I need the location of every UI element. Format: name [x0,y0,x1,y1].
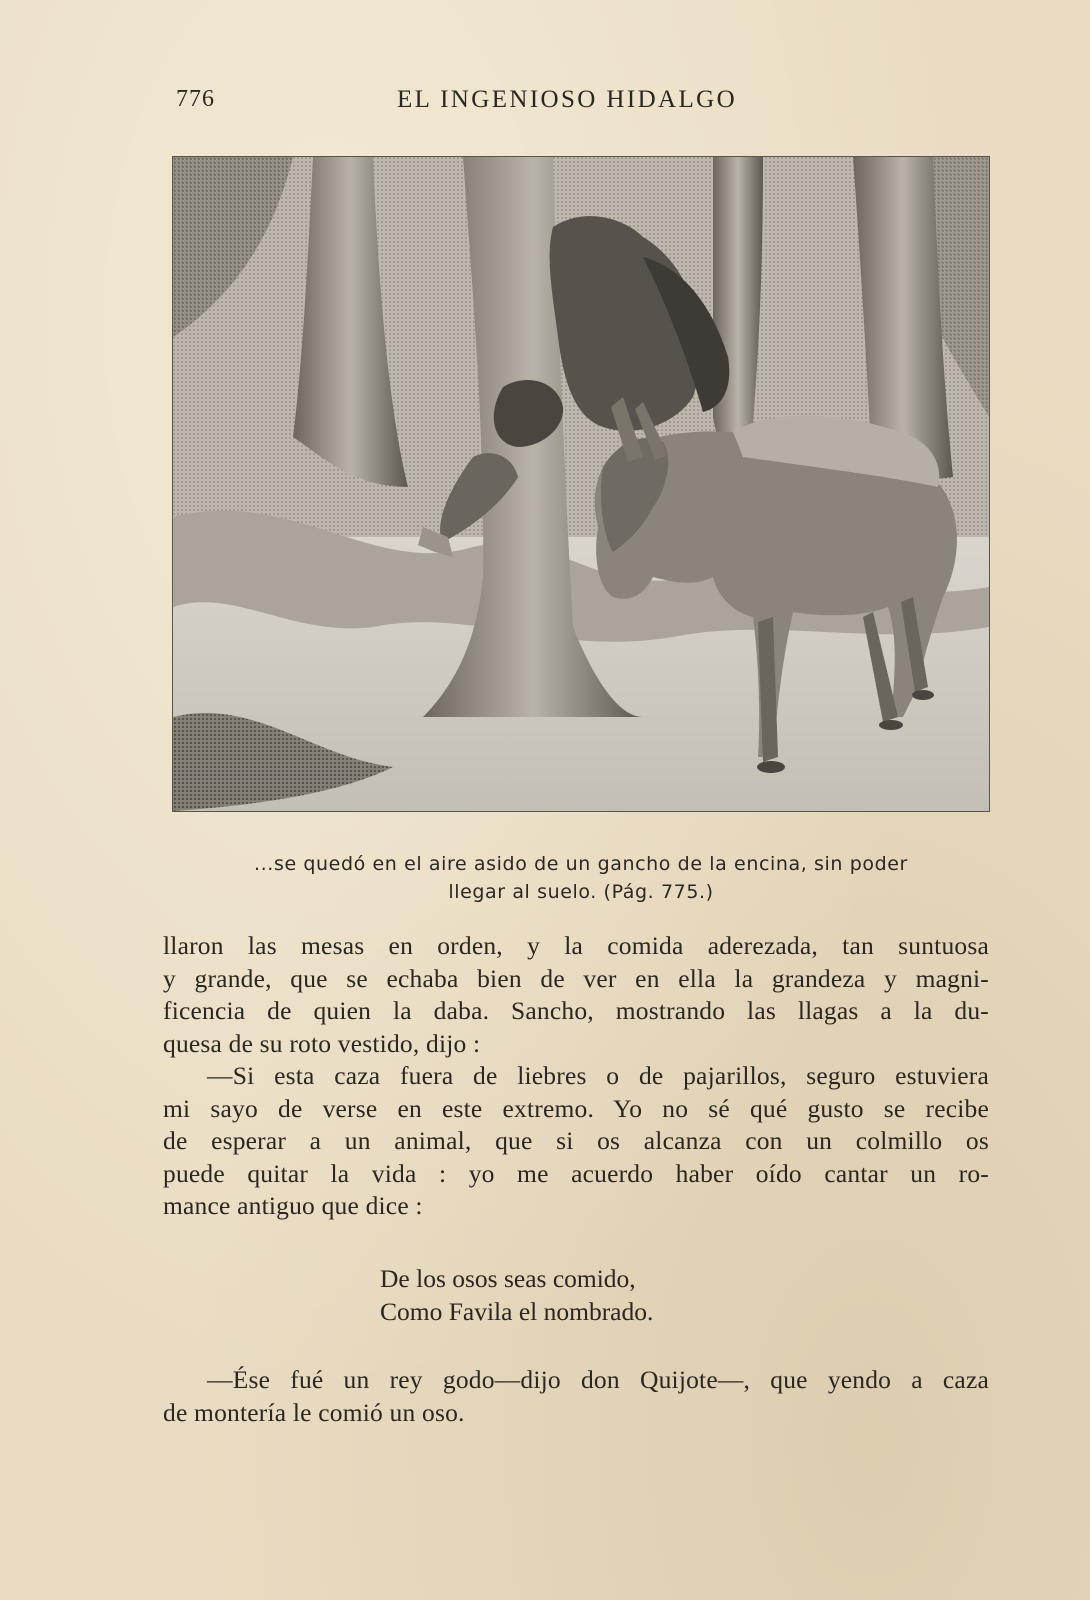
text-line: ficencia de quien la daba. Sancho, mostrando las llagas a la du- [163,996,989,1025]
text-line: —Si esta caza fuera de liebres o de pajarillos, seguro estuviera [207,1061,989,1090]
page-number: 776 [176,86,215,112]
running-title: EL INGENIOSO HIDALGO [397,86,738,113]
text-line: mance antiguo que dice : [163,1191,423,1220]
text-line: puede quitar la vida : yo me acuerdo haber oído cantar un ro- [163,1158,989,1188]
illustration-plate [172,156,990,812]
illustration-caption [172,850,990,906]
text-line: —Ése fué un rey godo—dijo don Quijote—, que yendo a caza [207,1365,989,1394]
body-text-continued [163,1364,989,1429]
running-head [172,86,772,126]
caption-line: ...se quedó en el aire asido de un gancho de la encina, sin poder [254,853,908,875]
engraving-image [173,157,989,811]
verse-quotation [380,1262,880,1328]
text-line: de montería le comió un oso. [163,1397,465,1427]
text-line: y grande, que se echaba bien de ver en ella la grandeza y magni- [163,963,989,993]
text-line: de esperar a un animal, que si os alcanza con un colmillo os [163,1126,989,1155]
text-line: mi sayo de verse en este extremo. Yo no sé qué gusto se recibe [163,1093,989,1123]
verse-line: De los osos seas comido, [380,1264,636,1293]
body-text [163,930,989,1223]
text-line: quesa de su roto vestido, dijo : [163,1028,481,1058]
text-line: llaron las mesas en orden, y la comida aderezada, tan suntuosa [163,931,989,960]
verse-line: Como Favila el nombrado. [380,1297,654,1326]
caption-line: llegar al suelo. (Pág. 775.) [448,881,714,903]
